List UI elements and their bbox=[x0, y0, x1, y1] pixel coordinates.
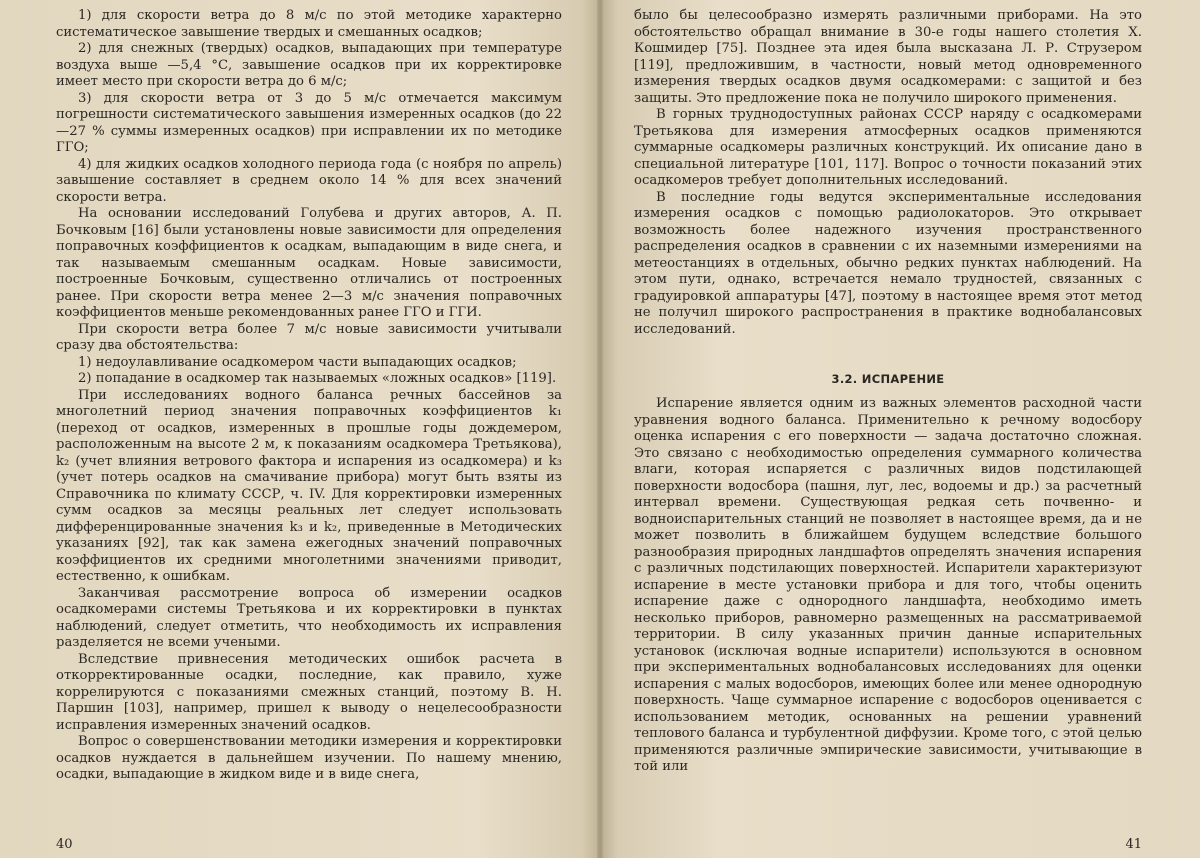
paragraph: 4) для жидких осадков холодного периода года (с ноября по апрель) завышение составляет в среднем около 14 % для всех значений скорости ветра. bbox=[56, 156, 562, 205]
paragraph: 1) для скорости ветра до 8 м/с по этой методике характерно систематическое завышение твердых и смешанных осадков; bbox=[56, 8, 562, 40]
paragraph: Вопрос о совершенствовании методики измерения и корректировки осадков нуждается в дальнейшем изучении. По нашему мнению, осадки, выпадающие в жидком виде и в виде снега, bbox=[56, 734, 562, 782]
page-number-right: 41 bbox=[1125, 837, 1142, 852]
paragraph: При исследованиях водного баланса речных бассейнов за многолетний период значения поправочных коэффициентов k₁ (переход от осадков, измеренных в прошлые годы дождемером, расположенным на высоте 2 м, к показаниям осадкомера Третьякова), k₂ (учет влияния ветрового фактора и испарения из осадкомера) и k₃ (учет потерь осадков на смачивание прибора) могут быть взяты из Справочника по климату СССР, ч. IV. Для корректировки измеренных сумм осадков за месяцы реальных лет следует использовать дифференцированные значения k₃ и k₂, приведенные в Методических указаниях [92], так как замена ежегодных значений поправочных коэффициентов их средними многолетними значениями приводит, естественно, к ошибкам. bbox=[56, 387, 562, 584]
paragraph: Заканчивая рассмотрение вопроса об измерении осадков осадкомерами системы Третьякова и их корректировки в пунктах наблюдений, следует отметить, что необходимость их исправления разделяется не всеми учеными. bbox=[56, 585, 562, 650]
paragraph: При скорости ветра более 7 м/с новые зависимости учитывали сразу два обстоятельства: bbox=[56, 321, 562, 353]
page-number-left: 40 bbox=[56, 837, 73, 852]
right-page-text bbox=[634, 8, 1142, 776]
right-page bbox=[600, 0, 1200, 858]
paragraph: 2) для снежных (твердых) осадков, выпадающих при температуре воздуха выше —5,4 °С, завышение осадков при их корректировке имеет место при скорости ветра до 6 м/с; bbox=[56, 41, 562, 89]
paragraph: В последние годы ведутся экспериментальные исследования измерения осадков с помощью радиолокаторов. Это открывает возможность более надежного изучения пространственного распределения осадков в сравнении с их наземными измерениями на метеостанциях в отдельных, обычно редких пунктах наблюдений. На этом пути, однако, встречается немало трудностей, связанных с градуировкой аппаратуры [47], поэтому в настоящее время этот метод не получил широкого распространения в практике воднобалансовых исследований. bbox=[634, 189, 1142, 337]
paragraph: 2) попадание в осадкомер так называемых «ложных осадков» [119]. bbox=[78, 371, 557, 386]
paragraph: было бы целесообразно измерять различными приборами. На это обстоятельство обращал внимание в 30-е годы нашего столетия Х. Кошмидер [75]. Позднее эта идея была высказана Л. Р. Струзером [119], предложившим, в частности, новый метод одновременного измерения твердых осадков двумя осадкомерами: с защитой и без защиты. Это предложение пока не получило широкого применения. bbox=[634, 8, 1142, 106]
paragraph: На основании исследований Голубева и других авторов, А. П. Бочковым [16] были установлены новые зависимости для определения поправочных коэффициентов к осадкам, выпадающим в виде снега, и так называемым смешанным осадкам. Новые зависимости, построенные Бочковым, существенно отличались от построенных ранее. При скорости ветра менее 2—3 м/с значения поправочных коэффициентов меньше рекомендованных ранее ГГО и ГГИ. bbox=[56, 206, 562, 320]
paragraph: 1) недоулавливание осадкомером части выпадающих осадков; bbox=[78, 354, 517, 370]
paragraph: 3) для скорости ветра от 3 до 5 м/с отмечается максимум погрешности систематического завышения измеренных осадков (до 22—27 % суммы измеренных осадков) при исправлении их по методике ГГО; bbox=[56, 90, 562, 155]
book-gutter bbox=[597, 0, 603, 858]
paragraph: В горных труднодоступных районах СССР наряду с осадкомерами Третьякова для измерения атмосферных осадков применяются суммарные осадкомеры различных конструкций. Их описание дано в специальной литературе [101, 117]. Вопрос о точности показаний этих осадкомеров требует дополнительных исследований. bbox=[634, 107, 1142, 188]
paragraph: Вследствие привнесения методических ошибок расчета в откорректированные осадки, последние, как правило, хуже коррелируются с показаниями смежных станций, поэтому В. Н. Паршин [103], например, пришел к выводу о нецелесообразности исправления измеренных значений осадков. bbox=[56, 651, 562, 733]
left-page-text bbox=[56, 8, 562, 784]
paragraph: Испарение является одним из важных элементов расходной части уравнения водного баланса. Применительно к речному водосбору оценка испарения с его поверхности — задача достаточно сложная. Это связано с необходимостью определения суммарного количества влаги, которая испаряется с различных видов подстилающей поверхности водосбора (пашня, луг, лес, водоемы и др.) за расчетный интервал времени. Существующая редкая сеть почвенно- и водноиспарительных станций не позволяет в настоящее время, да и не может позволить в ближайшем будущем вследствие большого разнообразия природных ландшафтов определять значения испарения с различных подстилающих поверхностей. Испарители характеризуют испарение в месте установки прибора и для того, чтобы оценить испарение даже с однородного ландшафта, необходимо иметь несколько приборов, равномерно размещенных на рассматриваемой территории. В силу указанных причин данные испарительных установок (исключая водные испарители) используются в основном при экспериментальных воднобалансовых исследованиях для оценки испарения с малых водосборов, имеющих более или менее однородную поверхность. Чаще суммарное испарение с водосборов оценивается с использованием методик, основанных на решении уравнений теплового баланса и турбулентной диффузии. Кроме того, с этой целью применяются различные эмпирические зависимости, учитывающие в той или bbox=[634, 396, 1142, 774]
section-heading: 3.2. ИСПАРЕНИЕ bbox=[831, 372, 945, 386]
